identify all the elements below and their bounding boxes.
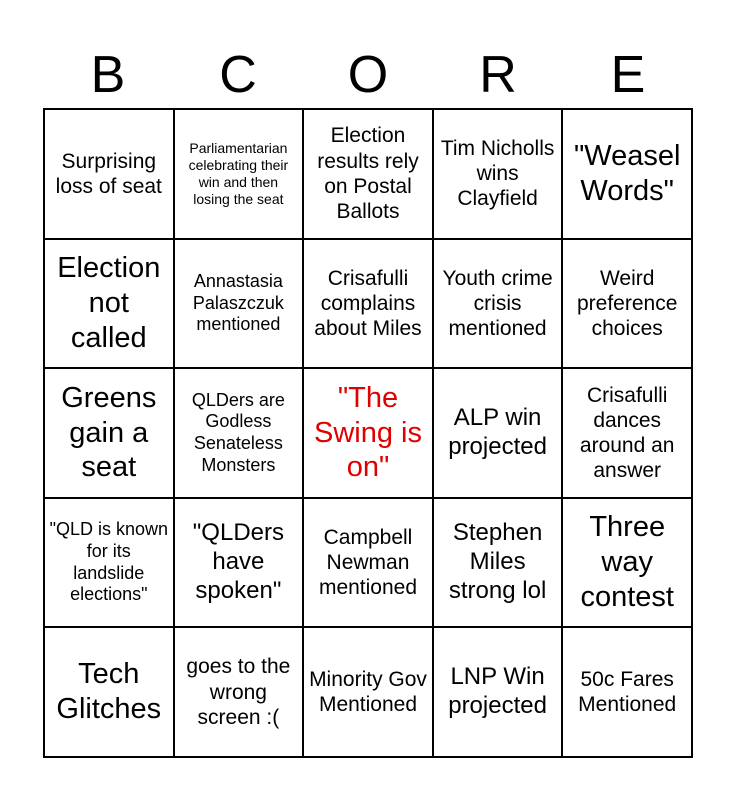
cell-text: Annastasia Palaszczuk mentioned bbox=[192, 271, 284, 335]
cell-text: ALP win projected bbox=[448, 404, 547, 460]
cell-text: Weird preference choices bbox=[576, 266, 678, 340]
bingo-cell-3-1[interactable] bbox=[44, 368, 174, 498]
cell-text: Tech Glitches bbox=[56, 658, 162, 726]
bingo-cell-5-1[interactable] bbox=[44, 627, 174, 757]
cell-text: Minority Gov Mentioned bbox=[309, 668, 427, 717]
cell-text: Tim Nicholls wins Clayfield bbox=[440, 137, 555, 211]
bingo-cell-4-5[interactable] bbox=[562, 498, 692, 628]
bingo-cell-1-3[interactable] bbox=[303, 109, 433, 239]
cell-text: Parliamentarian celebrating their win and then losing the seat bbox=[188, 140, 289, 207]
cell-text: 50c Fares Mentioned bbox=[578, 668, 677, 717]
bingo-cell-4-3[interactable] bbox=[303, 498, 433, 628]
cell-text: Election not called bbox=[57, 252, 161, 354]
cell-text: LNP Win projected bbox=[448, 663, 547, 720]
bingo-cell-3-2[interactable] bbox=[174, 368, 304, 498]
header-letter-e: E bbox=[610, 46, 646, 104]
bingo-cell-2-1[interactable] bbox=[44, 239, 174, 369]
cell-text: "The Swing is on" bbox=[313, 381, 422, 484]
cell-text: Crisafulli dances around an answer bbox=[579, 383, 675, 483]
cell-text: "QLD is known for its landslide elections" bbox=[49, 519, 169, 605]
bingo-cell-3-4[interactable] bbox=[433, 368, 563, 498]
bingo-cell-2-5[interactable] bbox=[562, 239, 692, 369]
header-letter-o: O bbox=[347, 46, 389, 104]
header-letter-b: B bbox=[90, 46, 126, 104]
bingo-grid bbox=[43, 108, 693, 758]
cell-text: Stephen Miles strong lol bbox=[448, 519, 547, 604]
cell-text: Greens gain a seat bbox=[61, 381, 157, 484]
bingo-cell-2-3[interactable] bbox=[303, 239, 433, 369]
bingo-cell-1-1[interactable] bbox=[44, 109, 174, 239]
bingo-cell-4-1[interactable] bbox=[44, 498, 174, 628]
bingo-cell-5-2[interactable] bbox=[174, 627, 304, 757]
bingo-cell-5-3[interactable] bbox=[303, 627, 433, 757]
bingo-cell-3-5[interactable] bbox=[562, 368, 692, 498]
bingo-cell-4-4[interactable] bbox=[433, 498, 563, 628]
cell-text: goes to the wrong screen :( bbox=[186, 655, 291, 729]
bingo-cell-5-4[interactable] bbox=[433, 627, 563, 757]
bingo-cell-1-4[interactable] bbox=[433, 109, 563, 239]
cell-text: Crisafulli complains about Miles bbox=[314, 266, 422, 340]
cell-text: Surprising loss of seat bbox=[55, 149, 162, 198]
bingo-cell-5-5[interactable] bbox=[562, 627, 692, 757]
cell-text: Campbell Newman mentioned bbox=[318, 525, 418, 600]
cell-text: "QLDers have spoken" bbox=[192, 519, 284, 604]
bingo-cell-2-4[interactable] bbox=[433, 239, 563, 369]
bingo-cell-4-2[interactable] bbox=[174, 498, 304, 628]
header-letter-r: R bbox=[479, 46, 517, 104]
cell-text: Three way contest bbox=[580, 511, 674, 613]
bingo-cell-2-2[interactable] bbox=[174, 239, 304, 369]
cell-text: Election results rely on Postal Ballots bbox=[317, 124, 419, 223]
bingo-cell-1-2[interactable] bbox=[174, 109, 304, 239]
cell-text: "Weasel Words" bbox=[573, 140, 681, 207]
cell-text: Youth crime crisis mentioned bbox=[442, 266, 553, 340]
bingo-header bbox=[43, 42, 693, 108]
cell-text: QLDers are Godless Senateless Monsters bbox=[191, 389, 285, 475]
bingo-cell-1-5[interactable] bbox=[562, 109, 692, 239]
bingo-free-space[interactable] bbox=[303, 368, 433, 498]
header-letter-c: C bbox=[219, 46, 257, 104]
